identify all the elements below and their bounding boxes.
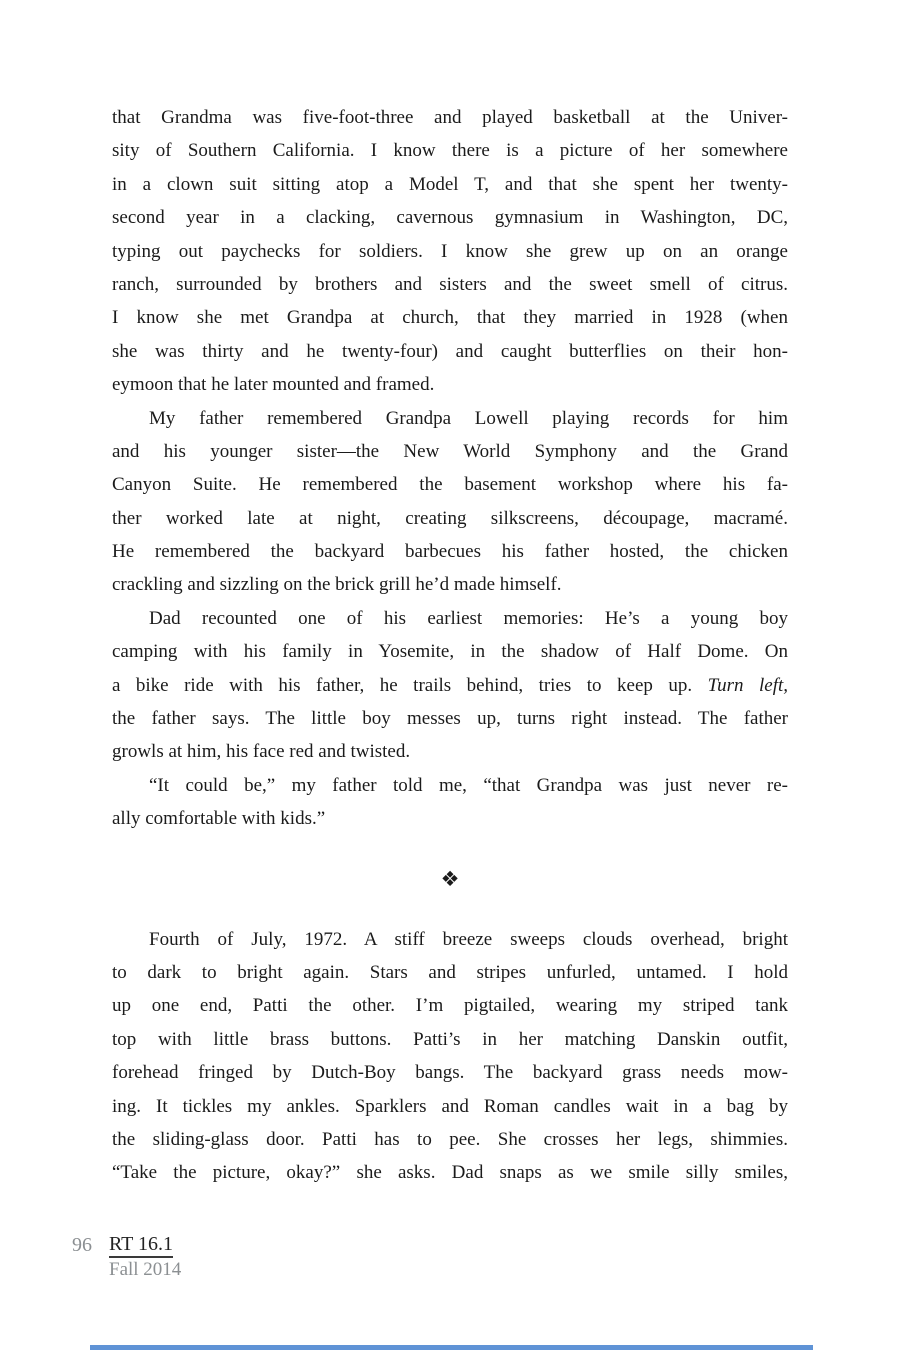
text-line: “It could be,” my father told me, “that Grandpa was just never re- [149, 774, 788, 796]
text-line: Canyon Suite. He remembered the basement workshop where his fa- [112, 474, 788, 496]
text-line: ther worked late at night, creating silkscreens, découpage, macramé. [112, 507, 788, 529]
journal-block [109, 1233, 181, 1280]
text-line: ranch, surrounded by brothers and sisters and the sweet smell of citrus. [112, 273, 788, 295]
body-text [112, 101, 788, 1190]
text-line: in a clown suit sitting atop a Model T, and that she spent her twenty- [112, 173, 788, 195]
text-line: camping with his family in Yosemite, in the shadow of Half Dome. On [112, 641, 788, 663]
text-line: and his younger sister—the New World Symphony and the Grand [112, 440, 788, 462]
section-divider-icon: ❖ [440, 866, 460, 891]
text-line: the father says. The little boy messes up, turns right instead. The father [112, 708, 788, 730]
text-line: to dark to bright again. Stars and stripes unfurled, untamed. I hold [112, 961, 788, 983]
journal-issue: Fall 2014 [109, 1259, 182, 1280]
text-line: I know she met Grandpa at church, that they married in 1928 (when [112, 307, 788, 329]
text-line: ally comfortable with kids.” [112, 808, 326, 830]
text-line: eymoon that he later mounted and framed. [112, 374, 435, 396]
text-line: Dad recounted one of his earliest memories: He’s a young boy [149, 607, 788, 629]
text-line: second year in a clacking, cavernous gymnasium in Washington, DC, [112, 207, 788, 229]
text-line: crackling and sizzling on the brick grill he’d made himself. [112, 574, 562, 596]
journal-title: RT 16.1 [109, 1233, 173, 1258]
text-line: the sliding-glass door. Patti has to pee. She crosses her legs, shimmies. [112, 1128, 788, 1150]
text-line: growls at him, his face red and twisted. [112, 741, 411, 763]
text-line: Fourth of July, 1972. A stiff breeze sweeps clouds overhead, bright [149, 928, 788, 950]
text-line: a bike ride with his father, he trails behind, tries to keep up. Turn left, [112, 674, 788, 696]
text-line: that Grandma was five-foot-three and played basketball at the Univer- [112, 107, 788, 128]
text-line: “Take the picture, okay?” she asks. Dad snaps as we smile silly smiles, [112, 1162, 788, 1184]
page-number: 96 [72, 1234, 92, 1256]
text-line: top with little brass buttons. Patti’s in her matching Danskin outfit, [112, 1028, 788, 1050]
text-line: He remembered the backyard barbecues his father hosted, the chicken [112, 541, 788, 563]
text-line: she was thirty and he twenty-four) and caught butterflies on their hon- [112, 340, 788, 362]
text-line: typing out paychecks for soldiers. I know she grew up on an orange [112, 240, 788, 262]
text-line: forehead fringed by Dutch-Boy bangs. The backyard grass needs mow- [112, 1062, 788, 1084]
page-footer [72, 1233, 181, 1280]
text-line: up one end, Patti the other. I’m pigtailed, wearing my striped tank [112, 995, 788, 1017]
text-line: sity of Southern California. I know there is a picture of her somewhere [112, 140, 788, 162]
text-line: ing. It tickles my ankles. Sparklers and Roman candles wait in a bag by [112, 1095, 788, 1117]
next-page-edge [90, 1345, 813, 1350]
text-line: My father remembered Grandpa Lowell playing records for him [149, 407, 788, 429]
